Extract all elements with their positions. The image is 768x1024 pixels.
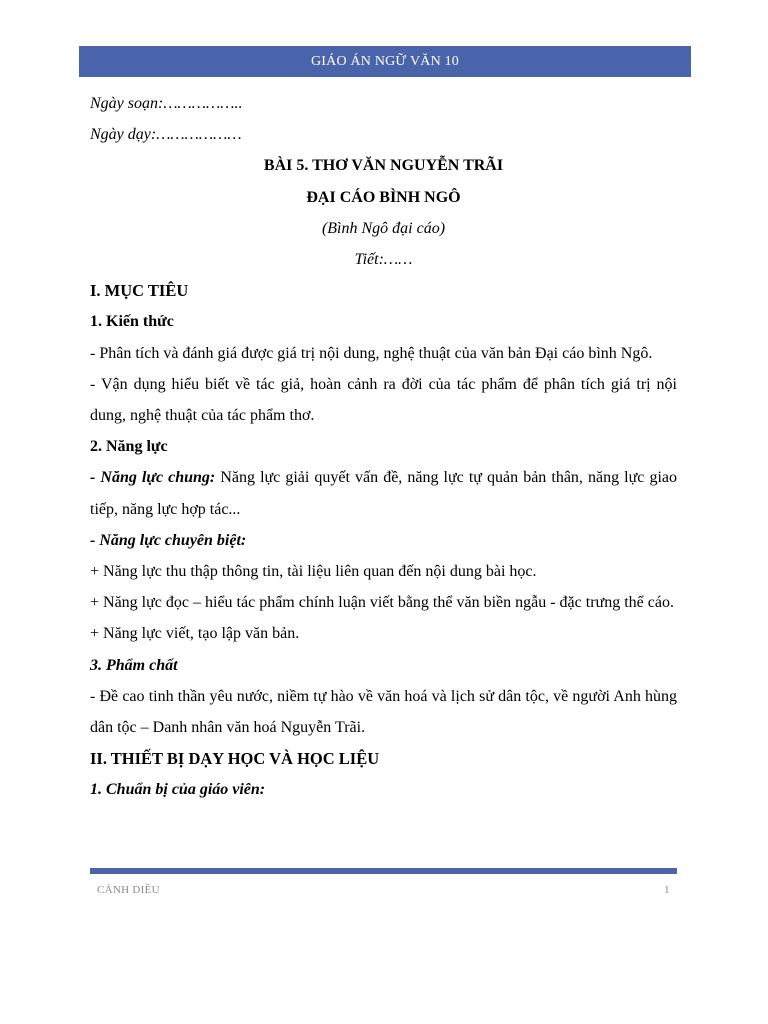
quality-text: - Đề cao tinh thần yêu nước, niềm tự hào về văn hoá và lịch sử dân tộc, về người Anh hùng dân tộc – Danh nhân văn hoá Nguyễn Trãi. xyxy=(90,687,677,737)
section-1-2-heading: 2. Năng lực xyxy=(90,438,168,456)
lesson-title-line-1: BÀI 5. THƠ VĂN NGUYỄN TRÃI xyxy=(263,157,504,175)
general-competence xyxy=(90,462,677,524)
knowledge-item: - Vận dụng hiểu biết về tác giả, hoàn cảnh ra đời của tác phẩm để phân tích giá trị nội dung, nghệ thuật của tác phẩm thơ. xyxy=(90,375,677,425)
section-2-heading: II. THIẾT BỊ DẠY HỌC VÀ HỌC LIỆU xyxy=(90,749,380,769)
general-competence-text: Năng lực giải quyết vấn đề, năng lực tự quản bản thân, năng lực giao tiếp, năng lực hợp tác... xyxy=(90,469,678,518)
section-1-1-heading: 1. Kiến thức xyxy=(90,313,174,331)
section-1-heading: I. MỤC TIÊU xyxy=(90,281,189,301)
lesson-title-line-2: ĐẠI CÁO BÌNH NGÔ xyxy=(306,188,461,206)
lesson-subtitle: (Bình Ngô đại cáo) xyxy=(321,219,446,237)
page-number: 1 xyxy=(664,884,670,896)
lesson-period: Tiết:…… xyxy=(354,251,413,269)
section-2-1-heading: 1. Chuẩn bị của giáo viên: xyxy=(90,781,266,799)
knowledge-item: - Phân tích và đánh giá được giá trị nội dung, nghệ thuật của văn bản Đại cáo bình Ngô. xyxy=(90,344,653,362)
preparation-date: Ngày soạn:…………….. xyxy=(90,95,243,112)
document-body xyxy=(90,88,677,806)
competence-item: + Năng lực thu thập thông tin, tài liệu liên quan đến nội dung bài học. xyxy=(90,563,537,581)
section-1-3-heading: 3. Phẩm chất xyxy=(90,656,178,674)
footer-divider xyxy=(90,868,677,874)
competence-item: + Năng lực viết, tạo lập văn bản. xyxy=(90,625,300,643)
document-header-bar xyxy=(79,46,691,77)
teaching-date: Ngày dạy:……………… xyxy=(90,126,242,144)
footer-publisher: CÁNH DIỀU xyxy=(97,884,160,896)
competence-item: + Năng lực đọc – hiểu tác phẩm chính luận viết bằng thể văn biền ngẫu - đặc trưng thể cáo. xyxy=(90,594,674,612)
specific-competence-label: - Năng lực chuyên biệt: xyxy=(90,531,247,549)
general-competence-label: - Năng lực chung: xyxy=(90,469,216,487)
document-header-title: GIÁO ÁN NGỮ VĂN 10 xyxy=(311,54,459,69)
